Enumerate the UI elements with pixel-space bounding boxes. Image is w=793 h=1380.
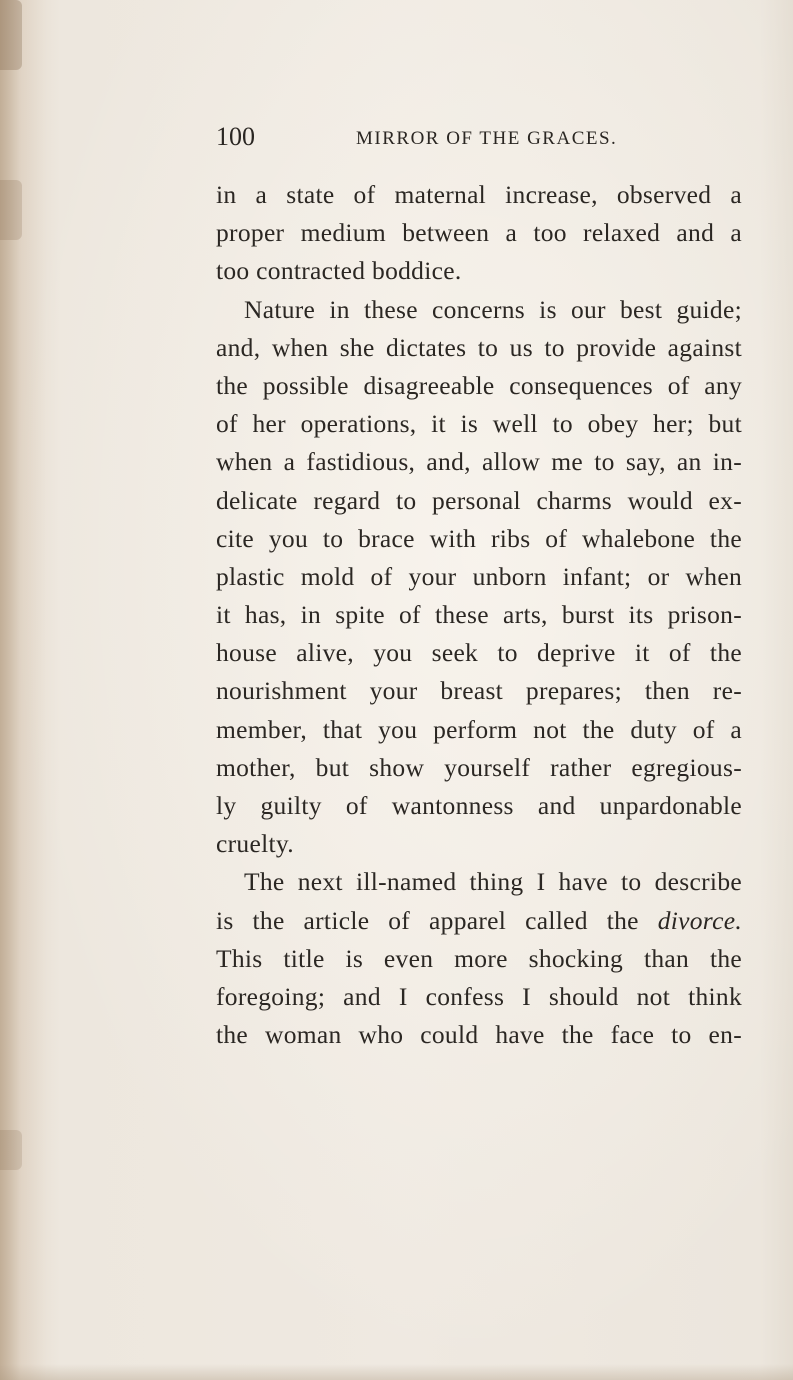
page-bottom-edge xyxy=(0,1364,793,1380)
text-line: The next ill-named thing I have to describe xyxy=(244,867,742,897)
italic-word: divorce. xyxy=(657,905,742,935)
text-line: the possible disagreeable consequences of any xyxy=(216,370,742,400)
text-line: the woman who could have the face to en- xyxy=(216,1020,742,1050)
text-line: This title is even more shocking than the xyxy=(216,943,742,973)
text-line: plastic mold of your unborn infant; or when xyxy=(216,561,742,591)
text-line: when a fastidious, and, allow me to say, an in- xyxy=(216,447,742,477)
text-line: Nature in these concerns is our best guide; xyxy=(244,294,742,324)
text-line: foregoing; and I confess I should not think xyxy=(216,981,742,1011)
text-line: mother, but show yourself rather egregious- xyxy=(216,752,742,782)
text-line: too contracted boddice. xyxy=(216,256,462,286)
text-line: house alive, you seek to deprive it of the xyxy=(216,638,742,668)
page-header xyxy=(216,122,756,158)
page-number: 100 xyxy=(216,122,255,151)
text-line: it has, in spite of these arts, burst its prison- xyxy=(216,600,742,630)
running-head: MIRROR OF THE GRACES. xyxy=(356,128,618,149)
body-text xyxy=(216,176,742,1054)
gutter-stain xyxy=(0,1130,22,1170)
gutter-stain xyxy=(0,0,22,70)
text-line: cruelty. xyxy=(216,829,294,859)
text-line: nourishment your breast prepares; then re- xyxy=(216,676,742,706)
text-line: delicate regard to personal charms would ex- xyxy=(216,485,742,515)
text-line: and, when she dictates to us to provide against xyxy=(216,332,742,362)
text-line-with-italic xyxy=(216,902,742,940)
text-line: proper medium between a too relaxed and a xyxy=(216,218,742,248)
text-line: member, that you perform not the duty of a xyxy=(216,714,742,744)
gutter-stain xyxy=(0,180,22,240)
text-segment: is the article of apparel called the xyxy=(216,905,639,935)
text-line: cite you to brace with ribs of whalebone the xyxy=(216,523,742,553)
text-line: in a state of maternal increase, observed a xyxy=(216,180,742,209)
text-line: ly guilty of wantonness and unpardonable xyxy=(216,791,742,820)
text-line: of her operations, it is well to obey her; but xyxy=(216,409,742,439)
